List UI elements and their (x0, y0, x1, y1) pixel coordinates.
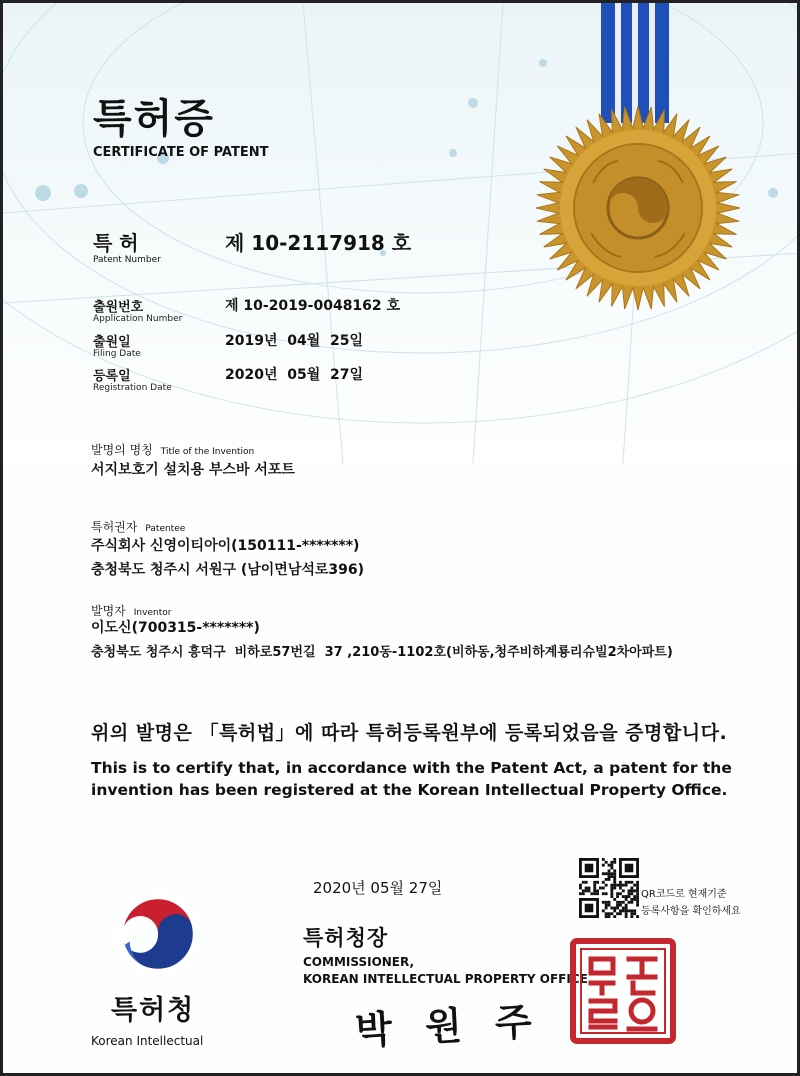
qr-note (641, 886, 741, 920)
inventor-label: 발명자 (91, 604, 126, 618)
qr-code-icon (579, 858, 639, 918)
invention-title-label-en: Title of the Invention (160, 447, 255, 457)
certificate-title: 특허증 (93, 96, 215, 142)
issue-date: 2020년 05월 27일 (313, 879, 443, 897)
inventor-label-en: Inventor (133, 608, 172, 618)
registration-date-label: 등록일 (93, 369, 131, 384)
official-red-seal-stamp (569, 937, 677, 1045)
patent-number-value: 제 10-2117918 호 (225, 231, 412, 255)
registration-date-label-en: Registration Date (93, 383, 172, 393)
registration-date-value: 2020년 05월 27일 (225, 367, 363, 383)
patent-number-label-en: Patent Number (93, 255, 161, 265)
patent-number-label: 특 허 (93, 231, 139, 255)
gold-seal-medal (533, 103, 743, 313)
commissioner-title-en-line2: KOREAN INTELLECTUAL PROPERTY OFFICE (303, 972, 588, 986)
invention-title-label-row (91, 439, 254, 458)
office-name-en: Korean Intellectual (91, 1034, 204, 1048)
inventor-address: 충청북도 청주시 흥덕구 비하로57번길 37 ,210동-1102호(비하동,청주비하계룡리슈빌2차아파트) (91, 645, 673, 660)
certification-statement-ko: 위의 발명은 「특허법」에 따라 특허등록원부에 등록되었음을 증명합니다. (91, 722, 728, 744)
application-number-label-en: Application Number (93, 314, 183, 324)
patentee-label-en: Patentee (145, 524, 186, 534)
filing-date-value: 2019년 04월 25일 (225, 333, 363, 349)
invention-title-label: 발명의 명칭 (91, 443, 153, 457)
qr-note-line2: 등록사항을 확인하세요 (641, 906, 741, 917)
application-number-label: 출원번호 (93, 300, 144, 315)
qr-note-line1: QR코드로 현재기준 (641, 889, 727, 900)
taegeuk-logo-icon (111, 887, 205, 981)
patentee-name: 주식회사 신영이티아이(150111-*******) (91, 538, 360, 554)
inventor-name: 이도신(700315-*******) (91, 620, 260, 636)
commissioner-title: 특허청장 (303, 926, 389, 950)
commissioner-signature: 박 원 주 (354, 998, 543, 1053)
invention-title-value: 서지보호기 설치용 부스바 서포트 (91, 462, 295, 478)
patentee-address: 충청북도 청주시 서원구 (남이면남석로396) (91, 562, 365, 578)
certificate-title-en: CERTIFICATE OF PATENT (93, 145, 269, 160)
patentee-label: 특허권자 (91, 520, 138, 534)
certification-statement-en: This is to certify that, in accordance with the Patent Act, a patent for the invention has been registered at the Korean Intellectual Property Office. (91, 759, 732, 799)
application-number-value: 제 10-2019-0048162 호 (225, 298, 401, 314)
commissioner-title-en (303, 954, 588, 988)
filing-date-label-en: Filing Date (93, 349, 141, 359)
commissioner-title-en-line1: COMMISSIONER, (303, 955, 415, 969)
patentee-label-row (91, 516, 185, 535)
office-name-ko: 특허청 (111, 995, 196, 1026)
filing-date-label: 출원일 (93, 335, 131, 350)
